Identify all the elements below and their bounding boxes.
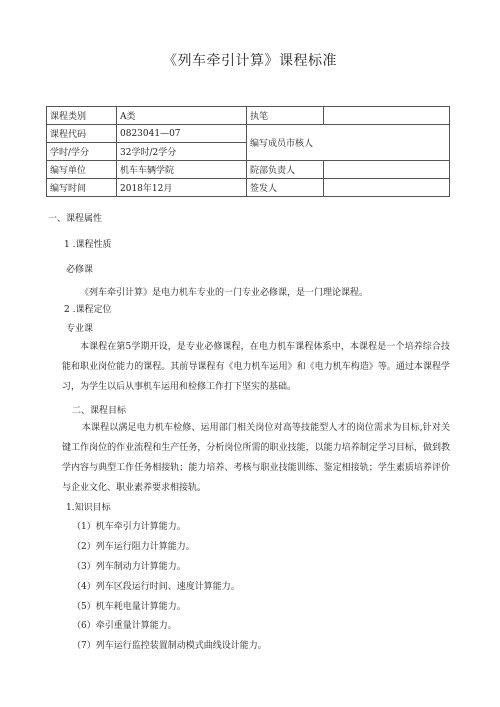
table-cell: 32学时/2学分 — [117, 143, 247, 161]
table-cell — [324, 179, 450, 197]
list-item: （1）机车牵引力计算能力。 — [72, 522, 186, 532]
section-heading: 二、课程目标 — [72, 406, 127, 416]
list-item: （4）列车区段运行时间、速度计算能力。 — [72, 582, 240, 592]
paragraph: 本课程在第5学期开设，是专业必修课程，在电力机车课程体系中，本课程是一个培养综合技能和职业岗位能力的课程。其前导课程有《电力机车运用》和《电力机车构造》等。通过本课程学习，为学生以后从事机车运用和检修工作打下坚实的基础。 — [62, 342, 450, 392]
paragraph: 本课程以满足电力机车检修、运用部门相关岗位对高等技能型人才的岗位需求为目标,针对关键工作岗位的作业流程和生产任务，分析岗位所需的职业技能，以能力培养制定学习目标，做到教学内容与典型工作任务相接轨；能力培养、考核与职业技能训练、鉴定相接轨；学生素质培养评价与企业文化、职业素养要求相接轨。 — [62, 423, 450, 493]
table-cell — [324, 107, 450, 125]
table-cell: 课程类别 — [47, 107, 117, 125]
table-row — [47, 179, 450, 197]
page-title: 《列车牵引计算》课程标准 — [163, 53, 337, 69]
table-cell: 2018年12月 — [117, 179, 247, 197]
list-item: （7）列车运行监控装置制动模式曲线设计能力。 — [72, 641, 267, 651]
course-position-label: 专业课 — [66, 324, 94, 334]
table-cell — [324, 161, 450, 179]
list-item: （5）机车耗电量计算能力。 — [72, 602, 186, 612]
table-cell: 院部负责人 — [247, 161, 324, 179]
table-cell: 机车车辆学院 — [117, 161, 247, 179]
table-row — [47, 107, 450, 125]
subsection-heading: 1 .课程性质 — [64, 240, 112, 250]
subsection-heading: 2 .课程定位 — [64, 305, 112, 315]
table-cell: 学时/学分 — [47, 143, 117, 161]
list-item: （2）列车运行阻力计算能力。 — [72, 542, 195, 552]
section-heading: 一、课程属性 — [48, 214, 103, 224]
table-cell: 执笔 — [247, 107, 324, 125]
list-item: （3）列车制动力计算能力。 — [72, 562, 186, 572]
table-cell: 签发人 — [247, 179, 324, 197]
table-row — [47, 161, 450, 179]
table-cell: 0823041—07 — [117, 125, 247, 143]
course-type-label: 必修课 — [66, 265, 94, 275]
paragraph: 《列车牵引计算》是电力机车专业的一门专业必修课，是一门理论课程。 — [80, 288, 369, 298]
list-item: （6）牵引重量计算能力。 — [72, 621, 177, 631]
course-info-table — [46, 106, 450, 197]
table-cell: 编写成员市核人 — [247, 125, 450, 161]
subsection-heading: 1.知识目标 — [66, 503, 111, 513]
table-row — [47, 125, 450, 143]
table-cell: A类 — [117, 107, 247, 125]
table-cell: 编写单位 — [47, 161, 117, 179]
table-cell: 课程代码 — [47, 125, 117, 143]
table-cell: 编写时间 — [47, 179, 117, 197]
